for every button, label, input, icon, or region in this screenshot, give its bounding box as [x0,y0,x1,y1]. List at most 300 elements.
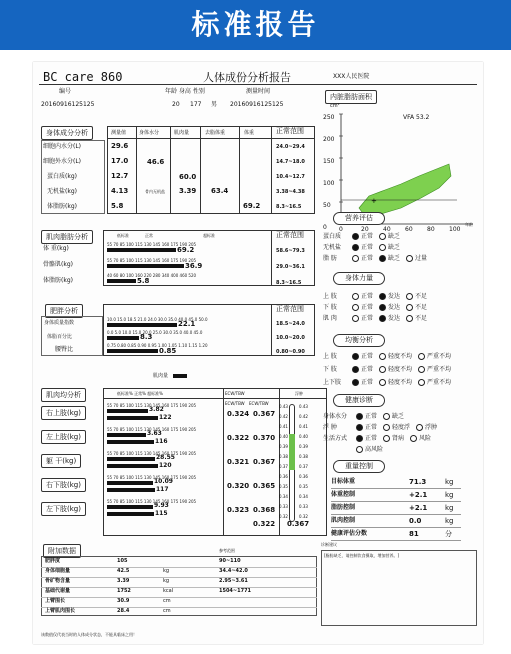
gauge-tick-label: 0.35 [279,484,288,489]
extra-ref-title: 参考范围 [219,548,235,553]
radio-option-icon[interactable] [379,255,386,262]
segment-total-value-2: 0.367 [287,520,310,528]
vfa-x-tick: 20 [361,226,369,233]
strength-option-label: 正常 [361,304,374,311]
nutrition-option-label: 正常 [361,255,374,262]
comp-row-label: 无机盐(kg) [47,188,77,195]
segment-bar-pct [107,440,154,444]
muscle-fat-low: 低标准 [117,233,129,238]
vfa-x-tick: 0 [339,226,343,233]
vfa-x-tick: 80 [427,226,435,233]
comp-row-label: 细胞外水分(L) [43,158,82,165]
health-option-label: 风险 [419,435,432,442]
extra-row-label: 身体细胞量 [45,568,71,574]
radio-option-icon[interactable] [418,366,425,373]
segment-row-kg: 117 [156,486,169,493]
muscle-fat-normal: 正常 [145,233,153,238]
ob-row-label: 身体质量指数 [44,320,75,326]
extra-row-ref: 90~110 [219,558,241,564]
gauge-tick-label-right: 0.32 [299,514,308,519]
segment-ecw-value-2: 0.370 [253,434,276,442]
composition-table [107,126,315,214]
segment-ecw-value-2: 0.365 [253,482,276,490]
comp-row-value: 29.6 [111,142,129,150]
segment-row-pct: 3.63 [147,430,162,437]
nutrition-row-label: 脂 肪 [323,255,337,262]
strength-option-label: 发达 [388,293,401,300]
extra-row-unit: kg [163,568,170,574]
gauge-tick-label-right: 0.42 [299,414,308,419]
vfa-x-tick: 100 [449,226,461,233]
segment-row-pct: 3.82 [149,406,164,413]
radio-option-icon[interactable] [356,435,363,442]
segment-row-scale: 55 70 85 100 115 130 145 160 175 190 205 [107,403,197,408]
radio-option-icon[interactable] [352,255,359,262]
comp-head-muscle: 肌肉量 [174,130,190,136]
segment-row-label: 躯 干(kg) [41,454,81,468]
vfa-y-tick: 150 [323,158,335,165]
ob-row-value: 22.1 [178,320,196,328]
comp-row-range: 14.7~18.0 [276,159,305,165]
radio-option-icon[interactable] [352,233,359,240]
health-option-label: 高风险 [365,446,384,453]
vfa-value-label: VFA 53.2 [403,114,430,121]
extra-row-ref: 1504~1771 [219,588,252,594]
strength-row-label: 上 肢 [323,293,337,300]
advice-text: [脂肪缺乏，请控制饮食摄取，增加营养。] [324,553,400,558]
extra-row-unit: cm [163,608,171,614]
measure-time: 20160916125125 [230,101,284,108]
extra-row-value: 1752 [117,588,131,594]
segment-ecw-value: 0.322 [227,434,250,442]
health-row [323,445,386,454]
extra-row-ref: 34.4~42.0 [219,568,248,574]
health-option-label: 正常 [365,435,378,442]
vfa-y-tick: 100 [323,180,335,187]
wc-row-divider [331,514,461,515]
nutrition-option-label: 正常 [361,233,374,240]
ob-row-value: 8.3 [140,333,153,341]
gauge-tick-label-right: 0.33 [299,504,308,509]
gauge-tick-label: 0.41 [279,424,288,429]
health-row [323,423,440,432]
wc-row-unit: kg [445,517,454,525]
radio-option-icon[interactable] [418,379,425,386]
wc-row-divider [331,488,461,489]
wc-row-label: 目标体重 [331,478,356,485]
strength-row [323,314,430,323]
header-id-label: 编号 [59,88,72,95]
segment-row-kg: 120 [159,462,172,469]
nutrition-row-label: 无机盐 [323,244,342,251]
radio-option-icon[interactable] [406,293,413,300]
strength-row [323,292,430,301]
segment-muscle-label: 肌肉量 [153,373,169,379]
segment-muscle-legend [173,374,187,378]
segment-row-pct: 28.55 [156,454,175,461]
comp-row-range: 3.38~4.38 [276,189,305,195]
strength-title: 身体力量 [333,272,385,285]
mf-bar-fat [107,279,136,283]
comp-head-lean: 去脂体重 [205,130,226,136]
radio-option-icon[interactable] [406,255,413,262]
balance-option-label: 正常 [361,353,374,360]
health-option-label: 轻度浮 [392,424,411,431]
radio-option-icon[interactable] [379,304,386,311]
segment-row-kg: 116 [155,438,168,445]
radio-option-icon[interactable] [379,353,386,360]
segment-row-pct: 9.93 [154,502,169,509]
segment-bar-kg [107,457,155,461]
comp-row-range: 10.4~12.7 [276,174,305,180]
nutrition-option-label: 缺乏 [388,244,401,251]
segment-ecw-value-2: 0.368 [253,506,276,514]
radio-option-icon[interactable] [379,293,386,300]
muscle-fat-range-title: 正常范围 [276,231,304,239]
segment-title: 肌肉均分析 [41,388,86,402]
strength-row-label: 肌 肉 [323,315,337,322]
wc-row-divider [331,527,461,528]
health-option-label: 缺乏 [392,413,405,420]
vfa-y-tick: 250 [323,114,335,121]
radio-option-icon[interactable] [379,233,386,240]
segment-ecw-value: 0.324 [227,410,250,418]
wc-row-unit: kg [445,504,454,512]
radio-option-icon[interactable] [356,424,363,431]
strength-option-label: 发达 [388,304,401,311]
height-value: 177 [190,101,202,108]
ob-bar-whr [107,349,158,353]
mf-row-label: 体 重(kg) [43,245,69,252]
mf-bar-weight [107,248,176,252]
strength-option-label: 正常 [361,315,374,322]
extra-row-divider [41,577,317,578]
segment-row-scale: 55 70 85 100 115 130 145 160 175 190 205 [107,475,197,480]
extra-row-unit: cm [163,598,171,604]
gauge-tick-label-right: 0.43 [299,404,308,409]
segment-edema-head: 浮肿 [295,391,303,396]
radio-option-icon[interactable] [352,353,359,360]
radio-option-icon[interactable] [379,379,386,386]
segment-bar-pct [107,416,158,420]
mf-row-value: 69.2 [177,246,195,254]
muscle-mass-value: 60.0 [179,173,197,181]
radio-option-icon[interactable] [410,435,417,442]
gauge-tick-label: 0.40 [279,434,288,439]
vfa-x-tick: 60 [405,226,413,233]
vfa-y-tick: 50 [323,202,331,209]
segment-ecw-head: ECW/TBW [225,401,245,406]
comp-row-range: 24.0~29.4 [276,144,305,150]
mf-row-label: 体脂肪(kg) [43,277,73,284]
gauge-tick-label-right: 0.36 [299,474,308,479]
comp-row-label: 细胞内水分(L) [43,143,82,150]
nutrition-row [323,232,403,241]
extra-row-value: 30.9 [117,598,130,604]
lean-mass-value: 63.4 [211,187,229,195]
segment-row-pct: 10.09 [154,478,173,485]
ob-bar-bmi [107,323,177,327]
radio-option-icon[interactable] [352,304,359,311]
report-banner: 标准报告 [0,0,511,50]
gauge-tick-label: 0.42 [279,414,288,419]
body-water-value: 46.6 [147,158,165,166]
gauge-tick-label-right: 0.38 [299,454,308,459]
health-title: 健康诊断 [333,394,385,407]
balance-row-label: 上 肢 [323,353,337,360]
comp-row-range: 8.3~16.5 [276,204,302,210]
radio-option-icon[interactable] [418,353,425,360]
mf-scale: 55 70 85 100 115 130 145 160 175 190 205 [107,258,197,263]
vfa-y-tick: 0 [323,224,327,231]
vfa-x-unit: 年龄 [465,222,473,227]
segment-bar-pct [107,488,155,492]
balance-title: 均衡分析 [333,334,385,347]
nutrition-option-label: 正常 [361,244,374,251]
muscle-fat-high: 超标准 [203,233,215,238]
balance-option-label: 正常 [361,379,374,386]
segment-row-scale: 55 70 85 100 115 130 145 160 175 190 205 [107,499,197,504]
ob-scale: 0.75 0.80 0.85 0.90 0.95 1.00 1.05 1.10 1.15 1.20 [107,343,208,348]
strength-row [323,303,430,312]
header-time-label: 测量时间 [246,88,271,95]
gauge-tick-label-right: 0.35 [299,484,308,489]
hospital-name: XXX人民医院 [333,73,370,80]
health-row-label: 浮 肿 [323,424,337,431]
gauge-tick-label-right: 0.37 [299,464,308,469]
segment-bar-kg [107,433,146,437]
gauge-tick-label: 0.36 [279,474,288,479]
mf-bar-skeletal [107,264,184,268]
bone-mineral-label: 骨内无机盐 [145,189,165,194]
segment-row-label: 右下肢(kg) [41,478,86,492]
ob-row-value: 0.85 [159,347,177,355]
wc-row-value: 0.0 [409,517,422,525]
ob-row-range: 10.0~20.0 [276,335,305,341]
comp-head-weight: 体重 [244,130,255,136]
report-id: 20160916125125 [41,101,95,108]
segment-bar-kg [107,505,153,509]
radio-option-icon[interactable] [383,424,390,431]
wc-row-label: 肌肉控制 [331,517,356,524]
segment-range-note: 低标准% 正常% 超标准% [117,391,163,396]
radio-option-icon[interactable] [352,315,359,322]
nutrition-title: 营养评估 [333,212,385,225]
gauge-tick-label: 0.32 [279,514,288,519]
extra-row-value: 42.5 [117,568,130,574]
extra-title: 附加数据 [43,544,81,558]
strength-option-label: 不足 [415,293,428,300]
vfa-marker: + [371,197,377,205]
bone-mineral-value: 3.39 [179,187,197,195]
edema-gauge-normal [289,434,295,470]
segment-bar-kg [107,409,148,413]
strength-row-label: 下 肢 [323,304,337,311]
extra-row-label: 骨矿物含量 [45,578,71,584]
comp-row-value: 12.7 [111,172,129,180]
footer-note: 该数值仅代表当时的人体成分状态，不能具临床之用！ [41,632,137,637]
radio-option-icon[interactable] [379,244,386,251]
segment-ratio-head: ECW/TBW [225,391,245,396]
health-option-label: 浮肿 [425,424,438,431]
report-title: 人体成份分析报告 [203,71,291,84]
segment-row-kg: 115 [155,510,168,517]
segment-total-value: 0.322 [253,520,276,528]
extra-row-ref: 2.95~3.61 [219,578,248,584]
extra-row-value: 28.4 [117,608,130,614]
radio-option-icon[interactable] [356,446,363,453]
obesity-range-title: 正常范围 [276,305,304,313]
gauge-tick-label: 0.34 [279,494,288,499]
obesity-title: 肥胖分析 [45,304,83,318]
balance-row-label: 上下肢 [323,379,342,386]
radio-option-icon[interactable] [352,366,359,373]
radio-option-icon[interactable] [406,304,413,311]
comp-head-range: 正常范围 [276,127,304,135]
ob-bar-pbf [107,336,139,340]
balance-option-label: 严重不均 [427,379,452,386]
extra-row-label: 基础代谢量 [45,588,71,594]
wc-row-label: 脂肪控制 [331,504,356,511]
gauge-tick-label: 0.38 [279,454,288,459]
nutrition-option-label: 缺乏 [388,233,401,240]
ob-row-label: 腰臀比 [55,346,74,353]
strength-option-label: 不足 [415,304,428,311]
weight-control-title: 重量控制 [333,460,385,473]
segment-ecw-value-2: 0.367 [253,458,276,466]
radio-option-icon[interactable] [352,244,359,251]
wc-row-value: 81 [409,530,419,538]
balance-option-label: 轻度不均 [388,353,413,360]
strength-option-label: 正常 [361,293,374,300]
header-age-label: 年龄 身高 性别 [165,88,205,95]
segment-row-label: 右上肢(kg) [41,406,86,420]
strength-option-label: 发达 [388,315,401,322]
radio-option-icon[interactable] [406,315,413,322]
wc-row-unit: kg [445,491,454,499]
gauge-tick-label-right: 0.34 [299,494,308,499]
ob-row-range: 18.5~24.0 [276,321,305,327]
radio-option-icon[interactable] [416,424,423,431]
comp-row-value: 5.8 [111,202,124,210]
ob-row-label: 体脂百分比 [47,334,73,340]
radio-option-icon[interactable] [352,379,359,386]
mf-row-range: 58.6~79.3 [276,248,305,254]
radio-option-icon[interactable] [379,366,386,373]
sex-value: 男 [211,101,218,108]
radio-option-icon[interactable] [379,315,386,322]
vfa-x-tick: 40 [383,226,391,233]
extra-row-unit: kg [163,578,170,584]
age-value: 20 [172,101,180,108]
mf-row-value: 36.9 [185,262,203,270]
radio-option-icon[interactable] [383,435,390,442]
mf-row-value: 5.8 [137,277,150,285]
segment-ecw-value: 0.323 [227,506,250,514]
extra-row-value: 105 [117,558,128,564]
nutrition-option-label: 缺乏 [388,255,401,262]
gauge-tick-label: 0.37 [279,464,288,469]
gauge-tick-label: 0.43 [279,404,288,409]
mf-row-label: 骨骼肌(kg) [43,261,73,268]
wc-row-label: 体重控制 [331,491,356,498]
segment-bar-kg [107,481,153,485]
gauge-tick-label: 0.33 [279,504,288,509]
ob-scale: 10.0 15.0 18.5 21.0 24.0 30.0 35.0 40.0 45.0 50.0 [107,317,208,322]
health-option-label: 正常 [365,424,378,431]
health-row-label: 生活方式 [323,435,348,442]
wc-row-value: 71.3 [409,478,427,486]
comp-row-label: 蛋白质(kg) [47,173,77,180]
vfa-normal-area [359,164,451,216]
segment-row-label: 左下肢(kg) [41,502,86,516]
comp-head-measured: 测量值 [111,130,127,136]
wc-row-unit: kg [445,478,454,486]
balance-row [323,378,454,387]
mf-scale: 40 60 80 100 160 220 280 340 400 460 520 [107,273,197,278]
balance-row [323,352,454,361]
extra-row-label: 上臂围长 [45,598,66,604]
gauge-tick-label-right: 0.40 [299,434,308,439]
wc-row-divider [331,501,461,502]
comp-row-value: 4.13 [111,187,129,195]
ob-scale: 0.0 5.0 10.0 15.0 20.0 25.0 30.0 35.0 40.0 45.0 [107,330,203,335]
nutrition-row [323,243,403,252]
balance-option-label: 轻度不均 [388,366,413,373]
extra-row-unit: kcal [163,588,174,594]
strength-option-label: 不足 [415,315,428,322]
report-sheet [33,62,483,644]
segment-row-scale: 55 70 85 100 115 130 145 160 175 190 205 [107,427,197,432]
health-row [323,434,434,443]
extra-row-label: 肥胖度 [45,558,61,564]
wc-row-label: 健康评估分数 [331,530,368,537]
brand-name: BC care 860 [43,70,123,84]
nutrition-row [323,254,430,263]
mf-row-range: 8.3~16.5 [276,280,302,286]
extra-row-divider [41,597,317,598]
balance-option-label: 正常 [361,366,374,373]
balance-row-label: 下 肢 [323,366,337,373]
segment-bar-pct [107,464,158,468]
segment-ecw-head-2: ECW/TBW [249,401,269,406]
extra-row-divider [41,587,317,588]
mf-row-range: 29.0~36.1 [276,264,305,270]
segment-ecw-value: 0.320 [227,482,250,490]
ob-row-range: 0.80~0.90 [276,349,305,355]
segment-row-scale: 55 70 85 100 115 130 145 160 175 190 205 [107,451,197,456]
composition-title: 身体成分分析 [41,126,93,140]
wc-row-unit: 分 [445,530,452,538]
advice-title: 诊断建议 [321,542,337,547]
comp-head-water: 身体水分 [139,130,160,136]
health-row-label: 身体水分 [323,413,348,420]
vfa-unit: cm² [330,103,340,109]
extra-row-divider [41,567,317,568]
extra-row-label: 上臂肌肉围长 [45,608,76,614]
gauge-tick-label-right: 0.39 [299,444,308,449]
vfa-y-tick: 200 [323,136,335,143]
muscle-fat-title: 肌肉脂肪分析 [41,230,93,244]
segment-row-label: 左上肢(kg) [41,430,86,444]
radio-option-icon[interactable] [356,413,363,420]
gauge-tick-label: 0.39 [279,444,288,449]
segment-row-kg: 122 [159,414,172,421]
weight-value: 69.2 [243,202,261,210]
radio-option-icon[interactable] [383,413,390,420]
nutrition-row-label: 蛋白质 [323,233,342,240]
radio-option-icon[interactable] [352,293,359,300]
